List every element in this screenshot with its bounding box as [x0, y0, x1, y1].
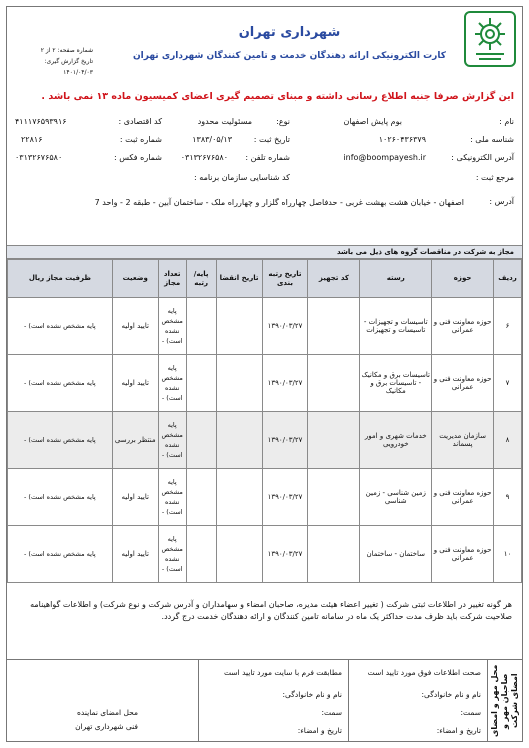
address-value: اصفهان - خیابان هشت بهشت غربی - حدفاصل چهارراه گلزار و چهارراه ملک - ساختمان آبین - طبقه 2 - واحد 7: [94, 198, 464, 207]
row-grade: [186, 412, 216, 469]
header-cell: حوزه: [432, 260, 494, 298]
row-grade: [186, 298, 216, 355]
national-id-label: شناسه ملی :: [470, 135, 514, 144]
row-grade: [186, 469, 216, 526]
email-value[interactable]: info@boompayesh.ir: [343, 153, 426, 162]
header-cell: ردیف: [494, 260, 522, 298]
row-category: تاسیسات برق و مکانیک - تاسیسات برق و مکانیک: [360, 355, 432, 412]
municipality-title: شهرداری تهران: [238, 25, 341, 40]
report-date: تاریخ گزارش گیری: ۱۴۰۱/۰۴/۰۳: [44, 58, 93, 76]
row-number: ۱۰: [494, 526, 522, 583]
sig2-role-label: سمت:: [321, 708, 342, 717]
row-rank-date: ۱۳۹۰/۰۳/۲۷: [262, 526, 308, 583]
row-count: پایه مشخص نشده است) -: [158, 412, 186, 469]
document-page: [6, 6, 523, 742]
row-expiry: [216, 526, 262, 583]
fax-label: شماره فکس :: [113, 153, 162, 162]
row-area: حوزه معاونت فنی و عمرانی: [432, 469, 494, 526]
row-rank-date: ۱۳۹۰/۰۳/۲۷: [262, 412, 308, 469]
page-number: شماره صفحه: ۲ از ۲: [40, 47, 93, 54]
row-number: ۷: [494, 355, 522, 412]
economic-code-value: ۴۱۱۱۷۶۵۹۳۹۱۶: [15, 117, 67, 126]
change-notice: هر گونه تغییر در اطلاعات ثبتی شرکت ( تغییر اعضاء هیئت مدیره، صاحبان امضاء و سهامداران و آدرس شرکت و نوع شرکت) و اطلاعات گواهینامه صلاحیت شرکت باید ظرف مدت حداکثر یک ماه در سامانه تامین کنندگان و ارائه دهندگان خدمت درج گردد.: [30, 600, 512, 621]
header-cell: تاریخ انقضا: [216, 260, 262, 298]
national-id-value: ۱۰۲۶۰۴۳۶۳۷۹: [378, 135, 426, 144]
groups-table: [7, 259, 522, 583]
row-equip: [308, 355, 360, 412]
header-cell: پایه/ رتبه: [186, 260, 216, 298]
table-row: [8, 526, 522, 583]
phone-value: ۰۳۱۳۲۶۷۶۵۸۰: [180, 153, 228, 162]
header-cell: ظرفیت مجاز ریال: [8, 260, 113, 298]
row-category: زمین شناسی - زمین شناسی: [360, 469, 432, 526]
row-rank-date: ۱۳۹۰/۰۳/۲۷: [262, 469, 308, 526]
company-seal-area: [488, 660, 522, 742]
row-expiry: [216, 469, 262, 526]
signature-col-verify: [198, 660, 348, 742]
registration-number-value: ۲۲۸۱۶: [21, 135, 43, 144]
registry-authority-label: مرجع ثبت :: [475, 173, 514, 182]
report-meta: [13, 45, 93, 78]
row-number: ۶: [494, 298, 522, 355]
name-value: بوم پایش اصفهان: [343, 117, 402, 126]
row-grade: [186, 355, 216, 412]
row-number: ۹: [494, 469, 522, 526]
table-header-row: [8, 260, 522, 298]
header-cell: تاریخ رتبه بندی: [262, 260, 308, 298]
logo-emblem-icon: [467, 14, 513, 64]
row-category: خدمات شهری و امور خودرویی: [360, 412, 432, 469]
row-capacity: پایه مشخص نشده است) -: [8, 469, 113, 526]
sig1-date-label: تاریخ و امضاء:: [436, 726, 481, 735]
row-capacity: پایه مشخص نشده است) -: [8, 526, 113, 583]
row-count: پایه مشخص نشده است) -: [158, 298, 186, 355]
warning-text: این گزارش صرفا جنبه اطلاع رسانی داشته و مبنای تصمیم گیری اعضای کمیسیون ماده ۱۳ نمی باشد .: [41, 91, 514, 102]
registration-date-label: تاریخ ثبت :: [253, 135, 290, 144]
row-capacity: پایه مشخص نشده است) -: [8, 412, 113, 469]
row-count: پایه مشخص نشده است) -: [158, 355, 186, 412]
document-header: [7, 7, 522, 77]
row-expiry: [216, 298, 262, 355]
row-area: سازمان مدیریت پسماند: [432, 412, 494, 469]
fax-value: ۰۳۱۳۲۶۷۶۵۸۰: [15, 153, 63, 162]
row-status: تایید اولیه: [112, 355, 158, 412]
row-area: حوزه معاونت فنی و عمرانی: [432, 526, 494, 583]
row-count: پایه مشخص نشده است) -: [158, 526, 186, 583]
sig3-line2: فنی شهرداری تهران: [75, 722, 138, 731]
row-count: پایه مشخص نشده است) -: [158, 469, 186, 526]
row-area: حوزه معاونت فنی و عمرانی: [432, 355, 494, 412]
row-equip: [308, 469, 360, 526]
sig2-title: مطابقت فرم با سایت مورد تایید است: [223, 668, 342, 677]
row-rank-date: ۱۳۹۰/۰۳/۲۷: [262, 355, 308, 412]
sig1-name-label: نام و نام خانوادگی:: [421, 690, 481, 699]
groups-caption: مجاز به شرکت در مناقصات گروه های ذیل می باشد: [7, 245, 522, 259]
row-status: منتظر بررسی: [112, 412, 158, 469]
sig2-name-label: نام و نام خانوادگی:: [282, 690, 342, 699]
registration-number-label: شماره ثبت :: [119, 135, 162, 144]
phone-label: شماره تلفن :: [245, 153, 290, 162]
row-equip: [308, 298, 360, 355]
address-label: آدرس :: [489, 197, 514, 206]
row-category: تاسیسات و تجهیزات - تاسیسات و تجهیزات: [360, 298, 432, 355]
type-label: نوع:: [276, 117, 290, 126]
type-value: مسئولیت محدود: [197, 117, 252, 126]
row-equip: [308, 412, 360, 469]
row-capacity: پایه مشخص نشده است) -: [8, 355, 113, 412]
sig3-line1: محل امضای نماینده: [77, 708, 138, 717]
row-rank-date: ۱۳۹۰/۰۳/۲۷: [262, 298, 308, 355]
row-capacity: پایه مشخص نشده است) -: [8, 298, 113, 355]
table-row: [8, 298, 522, 355]
row-expiry: [216, 355, 262, 412]
company-seal-label: محل مهر و امضای صاحبان مهر و امضای شرکت: [490, 664, 519, 738]
signature-section: [7, 659, 522, 741]
row-expiry: [216, 412, 262, 469]
row-equip: [308, 526, 360, 583]
company-info: [7, 117, 522, 233]
program-code-label: کد شناسایی سازمان برنامه :: [194, 173, 290, 182]
header-cell: کد تجهیز: [308, 260, 360, 298]
signature-col-company: [348, 660, 488, 742]
row-number: ۸: [494, 412, 522, 469]
table-row: [8, 469, 522, 526]
header-cell: تعداد مجاز: [158, 260, 186, 298]
row-status: تایید اولیه: [112, 298, 158, 355]
header-cell: وضعیت: [112, 260, 158, 298]
registration-date-value: ۱۳۸۳/۰۵/۱۳: [192, 135, 232, 144]
row-grade: [186, 526, 216, 583]
sig1-title: صحت اطلاعات فوق مورد تایید است: [367, 668, 481, 677]
tehran-municipality-logo: [464, 11, 516, 67]
table-row: [8, 412, 522, 469]
economic-code-label: کد اقتصادی :: [118, 117, 162, 126]
name-label: نام :: [499, 117, 514, 126]
row-status: تایید اولیه: [112, 526, 158, 583]
table-row: [8, 355, 522, 412]
sig1-role-label: سمت:: [460, 708, 481, 717]
row-category: ساختمان - ساختمان: [360, 526, 432, 583]
header-cell: رسته: [360, 260, 432, 298]
signature-col-representative: [7, 660, 198, 742]
row-status: تایید اولیه: [112, 469, 158, 526]
sig2-date-label: تاریخ و امضاء:: [297, 726, 342, 735]
card-subtitle: کارت الکترونیکی ارائه دهندگان خدمت و تامین کنندگان شهرداری تهران: [133, 51, 446, 61]
row-area: حوزه معاونت فنی و عمرانی: [432, 298, 494, 355]
email-label: آدرس الکترونیکی :: [451, 153, 514, 162]
